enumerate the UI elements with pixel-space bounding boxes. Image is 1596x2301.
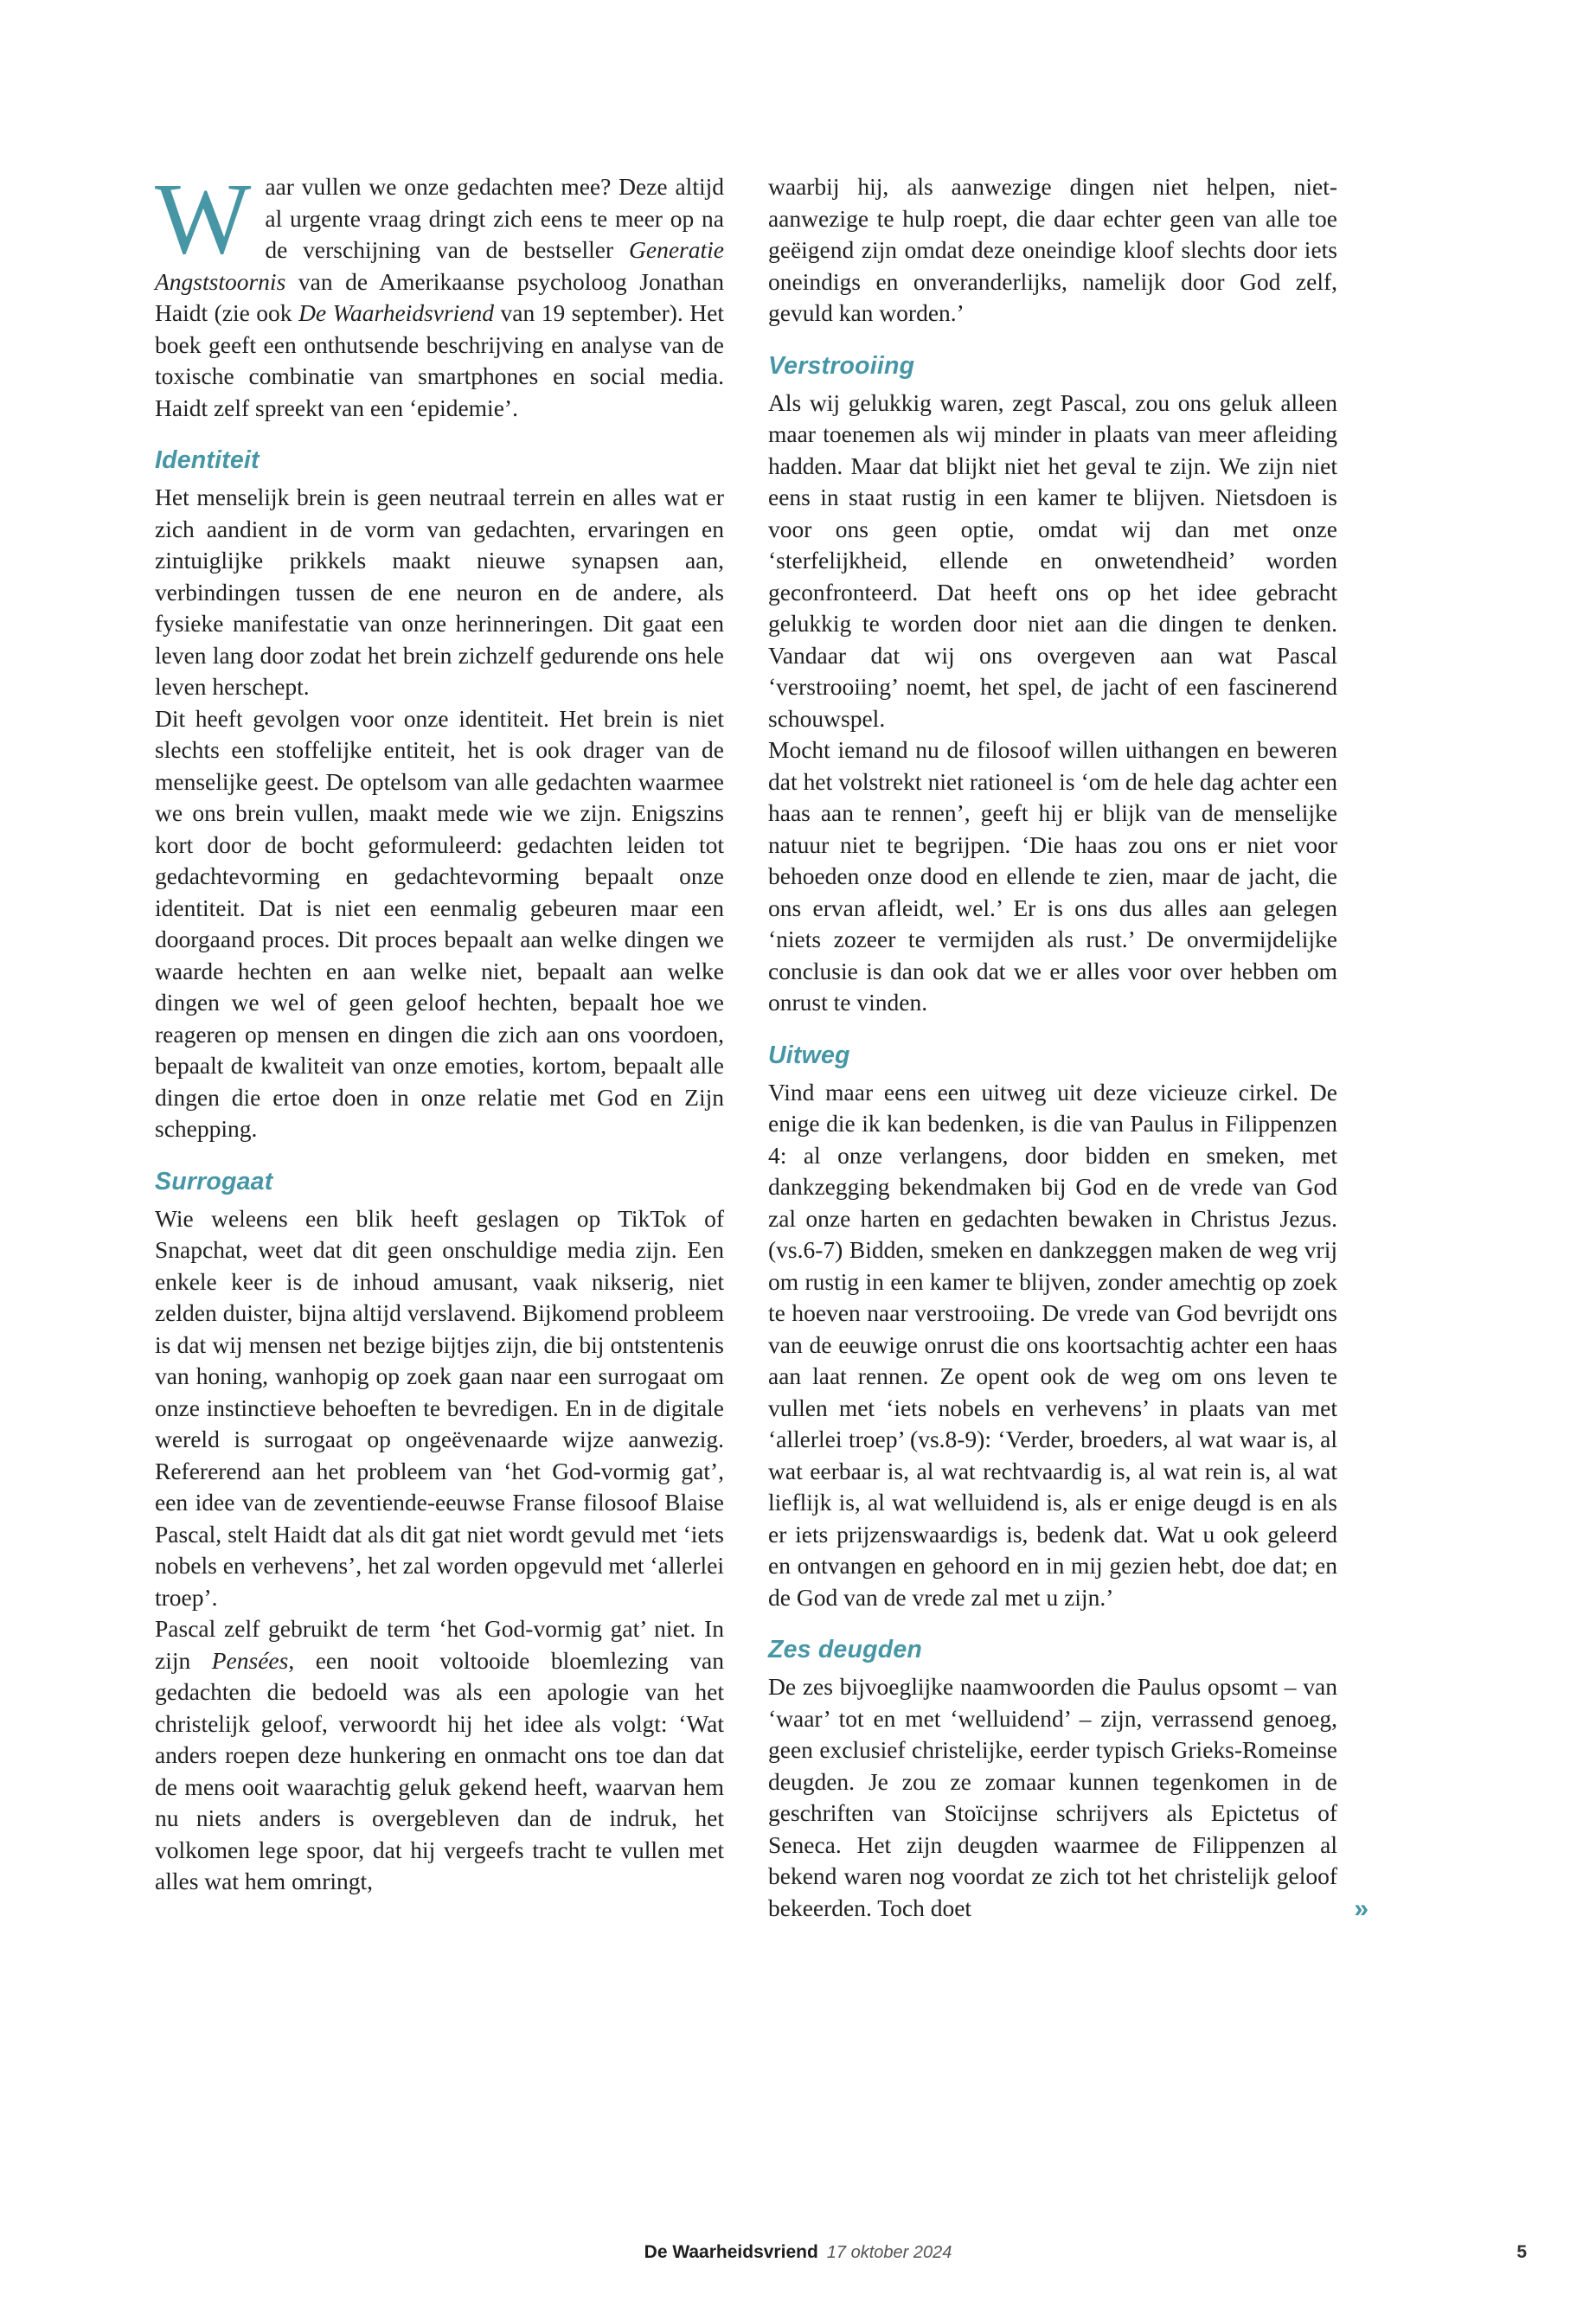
section-heading-verstrooiing: Verstrooiing: [768, 351, 915, 380]
section-heading-uitweg: Uitweg: [768, 1041, 850, 1069]
article-body: [155, 162, 1368, 1924]
surrogaat-paragraph-2: Pascal zelf gebruikt de term ‘het God-vormig gat’ niet. In zijn Pensées, een nooit voltooide bloemlezing van gedachten die bedoeld was als een apologie van het christelijk geloof, verwoordt hij het idee als volgt: ‘Wat anders roepen deze hunkering en onmacht ons toe dan dat de mens ooit waarachtig geluk gekend heeft, waarvan hem nu niets anders is overgebleven dan de indruk, het volkomen lege spoor, dat hij vergeefs tracht te vullen met alles wat hem omringt,: [155, 1615, 724, 1894]
intro-paragraph: [155, 162, 724, 424]
verstrooiing-paragraph-1: Als wij gelukkig waren, zegt Pascal, zou ons geluk alleen maar toenemen als wij minder in plaats van meer afleiding hadden. Maar dat blijkt niet het geval te zijn. We zijn niet eens in staat rustig in een kamer te blijven. Nietsdoen is voor ons geen optie, omdat wij dan met onze ‘sterfelijkheid, ellende en onwetendheid’ worden geconfronteerd. Dat heeft ons op het idee gebracht gelukkig te worden door niet aan die dingen te denken. Vandaar dat wij ons overgeven aan wat Pascal ‘verstrooiing’ noemt, het spel, de jacht of een fascinerend schouwspel.: [768, 388, 1337, 732]
verstrooiing-paragraph-2: Mocht iemand nu de filosoof willen uithangen en beweren dat het volstrekt niet rationeel is ‘om de hele dag achter een haas aan te rennen’, geeft hij er blijk van de menselijke natuur niet te begrijpen. ‘Die haas zou ons er niet voor behoeden onze dood en ellende te zien, maar de jacht, die ons ervan afleidt, wel.’ Er is ons dus alles aan gelegen ‘niets zozeer te vermijden als rust.’ De onvermijdelijke conclusie is dan ook dat we er alles voor over hebben om onrust te vinden.: [768, 736, 1337, 1016]
page-footer: [0, 2242, 1596, 2263]
section-heading-zes-deugden: Zes deugden: [768, 1636, 922, 1663]
intro-text: aar vullen we onze gedachten mee? Deze altijd al urgente vraag dringt zich eens te meer op na de verschijning van de bestseller Generatie Angststoornis van de Amerikaanse psycholoog Jonathan Haidt (zie ook De Waarheidsvriend van 19 september). Het boek geeft een onthutsende beschrijving en analyse van de toxische combinatie van smartphones en social media. Haidt zelf spreekt van een ‘epidemie’.: [155, 173, 724, 421]
left-column: [155, 162, 724, 1924]
surrogaat-paragraph-1: Wie weleens een blik heeft geslagen op TikTok of Snapchat, weet dat dit geen onschuldige media zijn. Een enkele keer is de inhoud amusant, vaak nikserig, niet zelden duister, bijna altijd verslavend. Bijkomend probleem is dat wij mensen net bezige bijtjes zijn, die bij ontstentenis van honing, wanhopig op zoek gaan naar een surrogaat om onze instinctieve behoeften te bevredigen. En in de digitale wereld is surrogaat op ongeëvenaarde wijze aanwezig. Refererend aan het probleem van ‘het God-vormig gat’, een idee van de zeventiende-eeuwse Franse filosoof Blaise Pascal, stelt Haidt dat als dit gat niet wordt gevuld met ‘iets nobels en verhevens’, het zal worden opgevuld met ‘allerlei troep’.: [155, 1204, 724, 1611]
footer-center: [0, 2242, 1596, 2263]
uitweg-paragraph-1: Vind maar eens een uitweg uit deze vicieuze cirkel. De enige die ik kan bedenken, is die van Paulus in Filippenzen 4: al onze verlangens, door bidden en smeken, met dankzegging bekendmaken bij God en de vrede van God zal onze harten en gedachten bewaken in Christus Jezus. (vs.6-7) Bidden, smeken en dankzeggen maken de weg vrij om rustig in een kamer te blijven, zonder amechtig op zoek te hoeven naar verstrooiing. De vrede van God bevrijdt ons van de eeuwige onrust die ons koortsachtig achter een haas aan laat rennen. Ze opent ook de weg om ons leven te vullen met ‘iets nobels en verhevens’ in plaats van met ‘allerlei troep’ (vs.8-9): ‘Verder, broeders, al wat waar is, al wat eerbaar is, al wat rechtvaardig is, al wat rein is, al wat lieflijk is, al wat welluidend is, als er enige deugd is en als er iets prijzenswaardigs is, bedenk dat. Wat u ook geleerd en ontvangen en gehoord en in mij gezien hebt, doe dat; en de God van de vrede zal met u zijn.’: [768, 1078, 1337, 1611]
surrogaat-paragraph-2-continued: waarbij hij, als aanwezige dingen niet helpen, niet-aanwezige te hulp roept, die daar echter geen van alle toe geëigend zijn omdat deze oneindige kloof slechts door iets oneindigs en onveranderlijks, namelijk door God zelf, gevuld kan worden.’: [768, 173, 1337, 326]
issue-date: 17 oktober 2024: [826, 2243, 952, 2262]
zes-deugden-paragraph-1: [768, 1671, 1368, 1924]
dropcap-letter: W: [155, 162, 252, 275]
magazine-name: De Waarheidsvriend: [644, 2242, 818, 2262]
right-column: [768, 171, 1368, 1924]
section-heading-surrogaat: Surrogaat: [155, 1167, 273, 1195]
page-number: 5: [1516, 2242, 1527, 2262]
zes-deugden-text: De zes bijvoeglijke naamwoorden die Paulus opsomt – van ‘waar’ tot en met ‘welluidend’ – zijn, verrassend genoeg, geen exclusief christelijke, eerder typisch Grieks-Romeinse deugden. Je zou ze zomaar kunnen tegenkomen in de geschriften van Stoïcijnse schrijvers als Epictetus of Seneca. Het zijn deugden waarmee de Filippenzen al bekend waren nog voordat ze zich tot het christelijk geloof bekeerden. Toch doet: [768, 1673, 1337, 1921]
identiteit-paragraph-1: Het menselijk brein is geen neutraal terrein en alles wat er zich aandient in de vorm van gedachten, ervaringen en zintuiglijke prikkels maakt nieuwe synapsen aan, verbindingen tussen de ene neuron en de andere, als fysieke manifestatie van onze herinneringen. Dit gaat een leven lang door zodat het brein zichzelf gedurende ons hele leven herschept.: [155, 484, 724, 700]
identiteit-paragraph-2: Dit heeft gevolgen voor onze identiteit. Het brein is niet slechts een stoffelijke entiteit, het is ook drager van de menselijke geest. De optelsom van alle gedachten waarmee we ons brein vullen, maakt mede wie we zijn. Enigszins kort door de bocht geformuleerd: gedachten leiden tot gedachtevorming en gedachtevorming bepaalt onze identiteit. Dat is niet een eenmalig gebeuren maar een doorgaand proces. Dit proces bepaalt aan welke dingen we waarde hechten en aan welke niet, bepaalt aan welke dingen we wel of geen geloof hechten, bepaalt hoe we reageren op mensen en dingen die zich aan ons voordoen, bepaalt de kwaliteit van onze emoties, kortom, bepaalt alle dingen die ertoe doen in onze relatie met God en Zijn schepping.: [155, 704, 724, 1142]
section-heading-identiteit: Identiteit: [155, 446, 260, 474]
continuation-mark: »: [1354, 1894, 1368, 1923]
